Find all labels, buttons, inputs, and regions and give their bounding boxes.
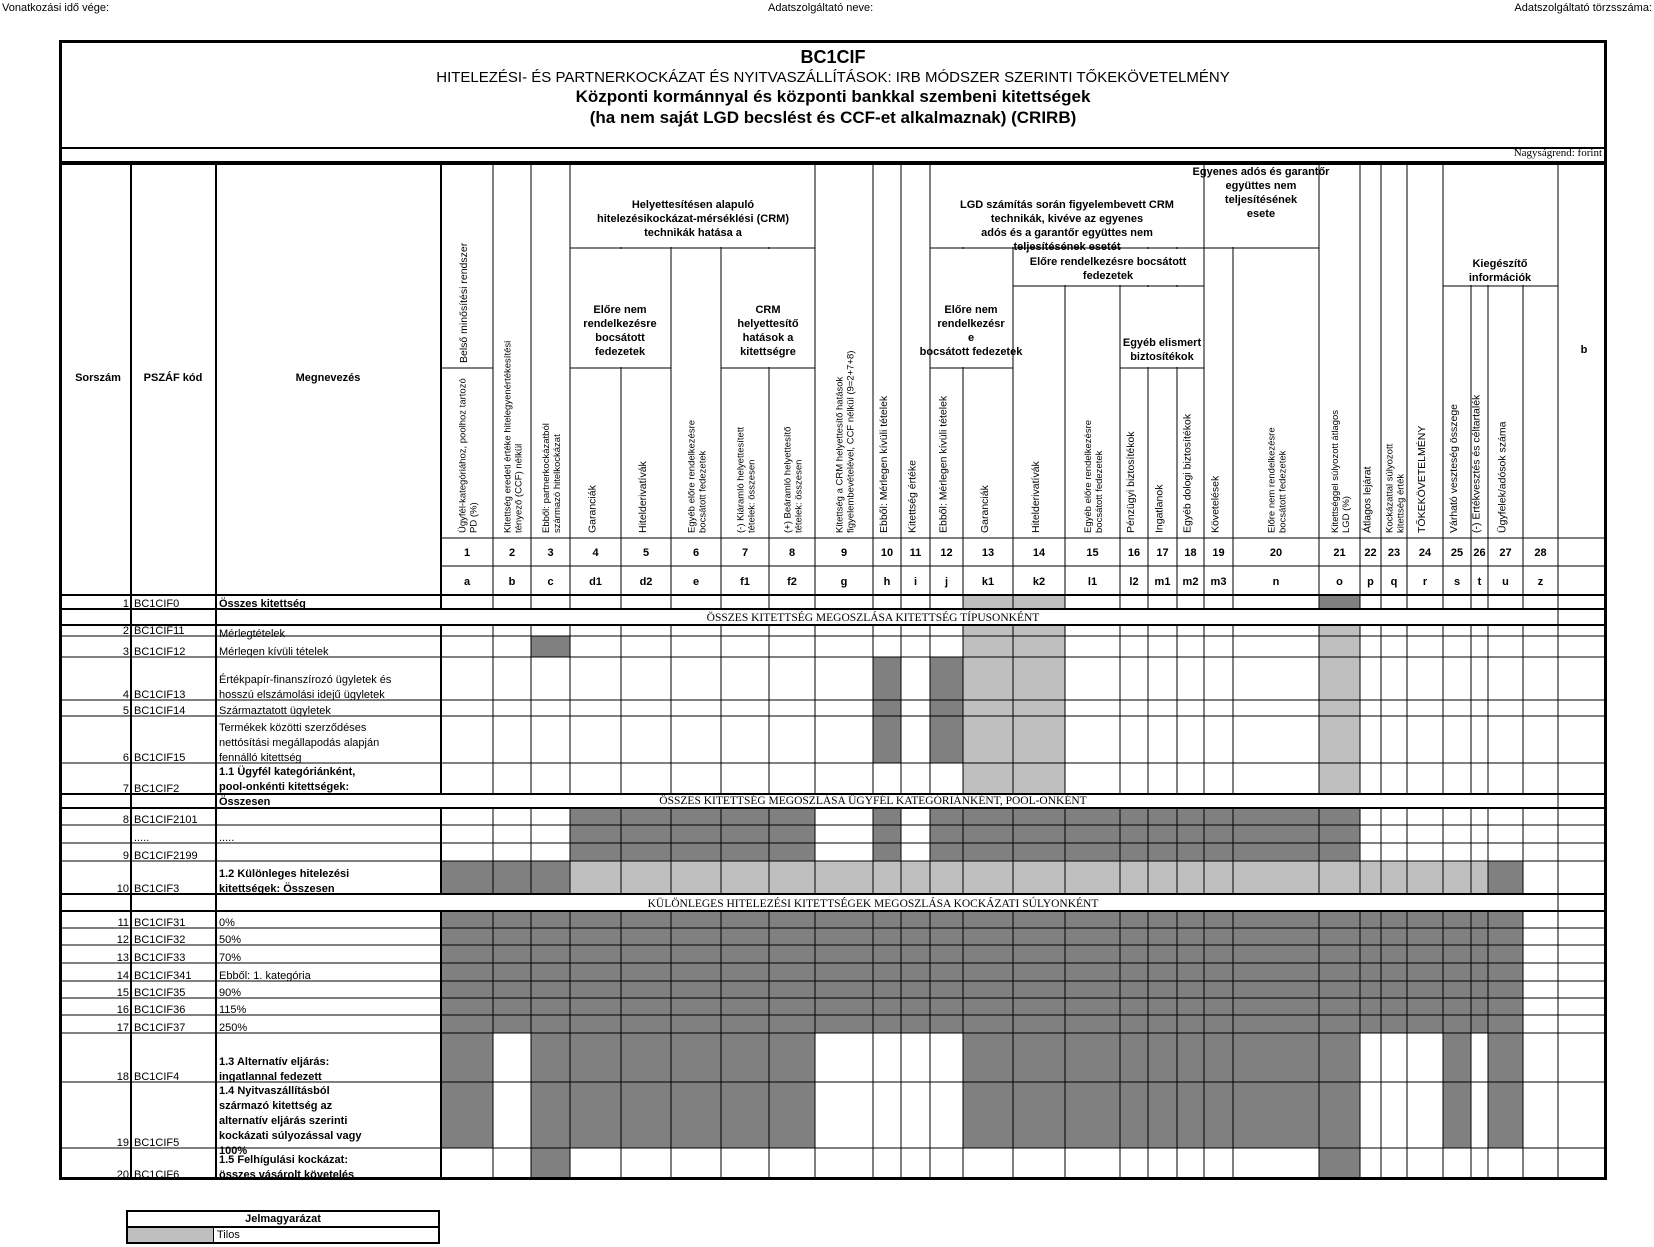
row-label: 0% (219, 917, 235, 929)
row-number: 8 (122, 814, 129, 826)
row-code: BC1CIF37 (134, 1022, 186, 1034)
forbidden-cell (1488, 861, 1523, 894)
column-number: 14 (1032, 547, 1046, 559)
row-label: 250% (219, 1022, 248, 1034)
forbidden-cell (1319, 636, 1360, 657)
column-header: Kitettség a CRM helyettesítő hatásokfigyelembevételével, CCF nélkül (9=2+7+8) (834, 350, 857, 533)
column-header: Ügyfelek/adósok száma (1496, 421, 1509, 533)
legend-title: Jelmagyarázat (128, 1212, 438, 1228)
column-header: Kitettség értéke (906, 460, 919, 533)
forbidden-cell (1488, 1033, 1523, 1082)
row-code: ..... (134, 832, 150, 844)
forbidden-cell (1319, 1148, 1360, 1177)
provider-id-label: Adatszolgáltató törzsszáma: (1514, 2, 1652, 14)
row-label: Mérlegtételek (219, 628, 286, 640)
column-number: 18 (1184, 547, 1197, 559)
column-number: 25 (1450, 547, 1464, 559)
column-number: 16 (1127, 547, 1141, 559)
row-number: 10 (116, 883, 129, 895)
column-header: Kockázattal súlyozottkitettség érték (1384, 443, 1407, 533)
forbidden-cell (1319, 763, 1360, 794)
column-header: Pénzügyi biztosítékok (1125, 431, 1137, 533)
forbidden-cell (531, 1148, 570, 1177)
column-code: f1 (740, 576, 750, 588)
legend-swatch (128, 1228, 214, 1242)
forbidden-cell (1443, 1082, 1471, 1148)
reference-period-label: Vonatkozási idő vége: (2, 2, 110, 14)
column-header: Garanciák (586, 485, 599, 533)
column-number: 17 (1156, 547, 1169, 559)
row-number: 9 (122, 850, 129, 862)
forbidden-cell (963, 808, 1360, 825)
column-number: 15 (1086, 547, 1099, 559)
forbidden-cell (873, 843, 901, 861)
row-label: ..... (219, 832, 235, 844)
row-code: BC1CIF36 (134, 1004, 186, 1016)
column-code: t (1477, 576, 1482, 588)
forbidden-cell (441, 998, 1523, 1015)
row-code: BC1CIF32 (134, 934, 186, 946)
row-code: BC1CIF15 (134, 752, 186, 764)
column-header: Egyéb előre rendelkezésrebocsátott fedezetek (686, 419, 709, 533)
forbidden-cell (441, 861, 570, 894)
header-cell (217, 165, 440, 537)
sorszam-header: Sorszám (75, 372, 121, 384)
belso-header: Belső minősítési rendszer (458, 242, 470, 363)
b-header: b (1580, 344, 1588, 356)
column-number: 1 (463, 547, 471, 559)
forbidden-cell (930, 700, 963, 716)
row-label: Értékpapír-finanszírozó ügyletek és hosszú elszámolási idejű ügyletek (219, 674, 392, 701)
provider-name-label: Adatszolgáltató neve: (768, 2, 874, 14)
section-title: ÖSSZES KITETTSÉG MEGOSZLÁSA KITETTSÉG TÍPUSONKÉNT (706, 612, 1040, 624)
row-number: 13 (116, 952, 129, 964)
forbidden-cell (441, 981, 1523, 998)
column-code: z (1537, 576, 1544, 588)
forbidden-cell (1319, 716, 1360, 763)
column-code: u (1502, 576, 1509, 588)
row-number: 11 (117, 917, 129, 929)
column-code: q (1390, 576, 1398, 588)
forbidden-cell (441, 1015, 1523, 1033)
column-header: Ügyfél-kategóriához, poolhoz tartozóPD (%) (457, 378, 480, 533)
row-code: BC1CIF2199 (134, 850, 198, 862)
column-number: 3 (547, 547, 554, 559)
row-number: 1 (122, 598, 129, 610)
row-code: BC1CIF341 (134, 970, 192, 982)
column-header: Egyéb dologi biztosítékok (1181, 413, 1194, 533)
elore-nem-header: Előre nem rendelkezésre bocsátott fedezetek (583, 304, 657, 358)
egyeb-elism-header: Egyéb elismert biztosítékok (1122, 337, 1202, 363)
column-code: m1 (1154, 576, 1171, 588)
column-number: 24 (1418, 547, 1432, 559)
row-number: 5 (122, 705, 129, 717)
forbidden-cell (441, 945, 1523, 963)
column-number: 2 (508, 547, 516, 559)
forbidden-cell (1488, 1082, 1523, 1148)
row-code: BC1CIF4 (134, 1071, 180, 1083)
form-title: HITELEZÉSI- ÉS PARTNERKOCKÁZAT ÉS NYITVASZÁLLÍTÁSOK: IRB MÓDSZER SZERINTI TŐKEKÖVETELMÉNY (436, 69, 1230, 86)
column-code: l1 (1087, 576, 1098, 588)
row-code: BC1CIF0 (134, 598, 180, 610)
row-number: 4 (122, 689, 129, 701)
forbidden-cell (1319, 595, 1360, 609)
forbidden-cell (963, 700, 1065, 716)
column-code: k2 (1032, 576, 1046, 588)
row-number: 18 (116, 1071, 129, 1083)
column-number: 7 (741, 547, 749, 559)
row-code: BC1CIF12 (134, 646, 186, 658)
row-code: BC1CIF31 (134, 917, 186, 929)
column-code: i (913, 576, 918, 588)
form-subtitle: Központi kormánnyal és központi bankkal szembeni kitettségek (575, 87, 1091, 106)
form-subtitle-2: (ha nem saját LGD becslést és CCF-et alkalmaznak) (CRIRB) (589, 108, 1077, 127)
row-label: Származtatott ügyletek (219, 705, 331, 717)
row-number: 20 (116, 1169, 129, 1177)
column-number: 4 (592, 547, 599, 559)
row-label: 1.2 Különleges hitelezési kitettségek: Összesen (219, 868, 350, 895)
column-code: c (547, 576, 554, 588)
row-code: BC1CIF6 (134, 1169, 180, 1177)
forbidden-cell (963, 716, 1065, 763)
column-header: Egyéb előre rendelkezésrebocsátott fedezetek (1083, 419, 1105, 533)
forbidden-cell (873, 657, 901, 700)
column-header: Követelések (1209, 475, 1222, 533)
elore-rend-header: Előre rendelkezésre bocsátott fedezetek (1029, 256, 1187, 282)
unit-label: Nagyságrend: forint (1513, 147, 1602, 159)
row-number: 14 (116, 970, 129, 982)
column-header: Előre nem rendelkezésrebocsátott fedezetek (1266, 427, 1289, 533)
column-number: 11 (909, 547, 922, 559)
column-header: TŐKEKÖVETELMÉNY (1416, 425, 1428, 533)
row-code: BC1CIF11 (134, 625, 185, 637)
row-number: 7 (122, 783, 129, 795)
column-code: d2 (639, 576, 653, 588)
forbidden-cell (873, 808, 901, 825)
forbidden-cell (963, 843, 1360, 861)
header-cell (63, 165, 130, 537)
column-code: e (692, 576, 700, 588)
forbidden-cell (963, 763, 1065, 794)
forbidden-cell (441, 963, 1523, 981)
column-number: 20 (1269, 547, 1283, 559)
column-header: Hitelderivatívák (1030, 461, 1042, 533)
row-number: 17 (116, 1022, 129, 1034)
forbidden-cell (963, 1082, 1360, 1148)
row-label: 50% (219, 934, 242, 946)
column-code: j (944, 576, 949, 588)
forbidden-cell (441, 1033, 493, 1082)
row-label: 115% (219, 1004, 247, 1016)
pszaf-header: PSZÁF kód (143, 372, 203, 384)
form-code: BC1CIF (800, 47, 866, 67)
forbidden-cell (570, 861, 1523, 894)
column-header: Átlagos lejárat (1361, 466, 1374, 533)
column-code: s (1453, 576, 1461, 588)
forbidden-cell (570, 825, 815, 843)
legend (126, 1210, 440, 1244)
row-label: 1.1 Ügyfél kategóriánként, pool-onkénti kitettségek: Összesen (219, 766, 356, 808)
column-number: 8 (788, 547, 796, 559)
row-code: BC1CIF33 (134, 952, 186, 964)
forbidden-cell (963, 1033, 1360, 1082)
row-label: Mérlegen kívüli tételek (219, 646, 329, 658)
row-number: 3 (122, 646, 129, 658)
row-number: 19 (116, 1137, 129, 1149)
column-number: 26 (1473, 547, 1486, 559)
forbidden-cell (930, 843, 963, 861)
forbidden-cell (531, 1033, 570, 1082)
column-header: (-) Kiáramló helyettesítetttételek: összesen (735, 426, 758, 533)
column-number: 12 (940, 547, 953, 559)
column-code: k1 (981, 576, 995, 588)
row-label: 70% (219, 952, 242, 964)
row-code: BC1CIF35 (134, 987, 186, 999)
forbidden-cell (963, 657, 1065, 700)
row-number: 16 (116, 1004, 129, 1016)
column-header: (-) Értékvesztés és céltartalék (1470, 394, 1483, 533)
report-form (59, 40, 1607, 1180)
row-label: 1.3 Alternatív eljárás: ingatlannal fedezett (219, 1056, 330, 1083)
forbidden-cell (570, 843, 815, 861)
forbidden-cell (963, 625, 1065, 636)
forbidden-cell (531, 636, 570, 657)
forbidden-cell (873, 825, 901, 843)
forbidden-cell (930, 716, 963, 763)
section-title: ÖSSZES KITETTSÉG MEGOSZLÁSA ÜGYFÉL KATEGÓRIÁNKÉNT, POOL-ONKÉNT (659, 795, 1087, 807)
column-code: p (1367, 576, 1374, 588)
row-label: 90% (219, 987, 242, 999)
forbidden-cell (873, 700, 901, 716)
row-number: 15 (116, 987, 129, 999)
column-header: Ingatlanok (1153, 484, 1166, 533)
column-number: 10 (880, 547, 894, 559)
column-header: Ebből: Mérlegen kívüli tételek (937, 395, 950, 533)
column-number: 19 (1212, 547, 1225, 559)
forbidden-cell (963, 595, 1065, 609)
row-number: 2 (122, 625, 129, 637)
forbidden-cell (930, 808, 963, 825)
column-header: Kitettséggel súlyozott átlagosLGD (%) (1330, 409, 1352, 533)
column-number: 27 (1499, 547, 1512, 559)
column-number: 28 (1534, 547, 1547, 559)
column-header: Hitelderivatívák (637, 461, 649, 533)
column-header: Várható veszteség összege (1448, 404, 1460, 533)
row-code: BC1CIF13 (134, 689, 186, 701)
column-number: 21 (1333, 547, 1346, 559)
forbidden-cell (930, 825, 963, 843)
legend-text: Tilos (217, 1229, 240, 1241)
lgd-group-header: LGD számítás során figyelembevett CRM technikák, kivéve az egyenes adós és a garantőr együttes nem teljesítésének esetét (960, 199, 1174, 253)
forbidden-cell (1319, 700, 1360, 716)
column-code: g (840, 576, 848, 588)
kiegeszito-header: Kiegészítő információk (1468, 258, 1532, 284)
forbidden-cell (441, 911, 1523, 928)
row-code: BC1CIF14 (134, 705, 186, 717)
forbidden-cell (531, 1082, 815, 1148)
egyenes-header: Egyenes adós és garantőr együttes nem teljesítésének esete (1192, 166, 1330, 220)
header-cell (132, 165, 215, 537)
column-code: r (1422, 576, 1428, 588)
column-number: 13 (981, 547, 995, 559)
column-number: 23 (1387, 547, 1401, 559)
column-header: Ebből: partnerkockázatbólszármazó hitelkockázat (541, 423, 563, 533)
data-grid (62, 43, 1604, 1177)
forbidden-cell (873, 716, 901, 763)
row-label: Termékek közötti szerződéses nettósítási megállapodás alapján fennálló kitettség (219, 722, 380, 764)
column-code: n (1272, 576, 1280, 588)
column-number: 6 (692, 547, 700, 559)
row-number: 12 (116, 934, 129, 946)
column-code: f2 (787, 576, 797, 588)
megnevezes-header: Megnevezés (295, 372, 361, 384)
crm-hely-header: CRM helyettesítő hatások a kitettségre (737, 304, 799, 358)
column-code: a (463, 576, 471, 588)
column-code: l2 (1129, 576, 1139, 588)
forbidden-cell (963, 825, 1360, 843)
elore-nem2-header: Előre nem rendelkezésr e bocsátott fedezetek (919, 304, 1023, 358)
crm-group-header: Helyettesítésen alapuló hitelezésikockázat-mérséklési (CRM) technikák hatása a (597, 199, 789, 239)
row-code: BC1CIF3 (134, 883, 180, 895)
forbidden-cell (570, 808, 815, 825)
forbidden-cell (441, 1082, 493, 1148)
column-header: Ebből: Mérlegen kívüli tételek (878, 395, 890, 533)
forbidden-cell (1443, 1033, 1471, 1082)
column-code: d1 (589, 576, 602, 588)
column-number: 9 (840, 547, 848, 559)
column-header: (+) Beáramló helyettesítőtételek: összesen (782, 426, 805, 533)
legend-item (128, 1228, 438, 1242)
forbidden-cell (930, 657, 963, 700)
column-header: Garanciák (979, 485, 991, 533)
row-label: Összes kitettség (219, 598, 306, 610)
forbidden-cell (1319, 625, 1360, 636)
forbidden-cell (1319, 657, 1360, 700)
column-code: m2 (1182, 576, 1199, 588)
column-number: 5 (642, 547, 650, 559)
column-code: h (883, 576, 891, 588)
forbidden-cell (441, 928, 1523, 945)
row-label: Ebből: 1. kategória (219, 970, 311, 982)
column-code: m3 (1210, 576, 1227, 588)
row-label: 1.5 Felhígulási kockázat: összes vásárolt követelés (219, 1154, 355, 1177)
column-header: Kitettség eredeti értéke hitelegyenértékesítésitényező (CCF) nélkül (502, 340, 525, 533)
row-code: BC1CIF5 (134, 1137, 180, 1149)
forbidden-cell (963, 636, 1065, 657)
column-number: 22 (1364, 547, 1377, 559)
row-number: 6 (122, 752, 129, 764)
column-code: o (1336, 576, 1343, 588)
section-title: KÜLÖNLEGES HITELEZÉSI KITETTSÉGEK MEGOSZLÁSA KOCKÁZATI SÚLYONKÉNT (647, 898, 1099, 910)
row-code: BC1CIF2 (134, 783, 180, 795)
row-label: 1.4 Nyitvaszállításból származó kitettség az alternatív eljárás szerinti kockázati súlyozással vagy 100% (219, 1085, 362, 1157)
column-code: b (508, 576, 516, 588)
forbidden-cell (570, 1033, 815, 1082)
row-code: BC1CIF2101 (134, 814, 198, 826)
